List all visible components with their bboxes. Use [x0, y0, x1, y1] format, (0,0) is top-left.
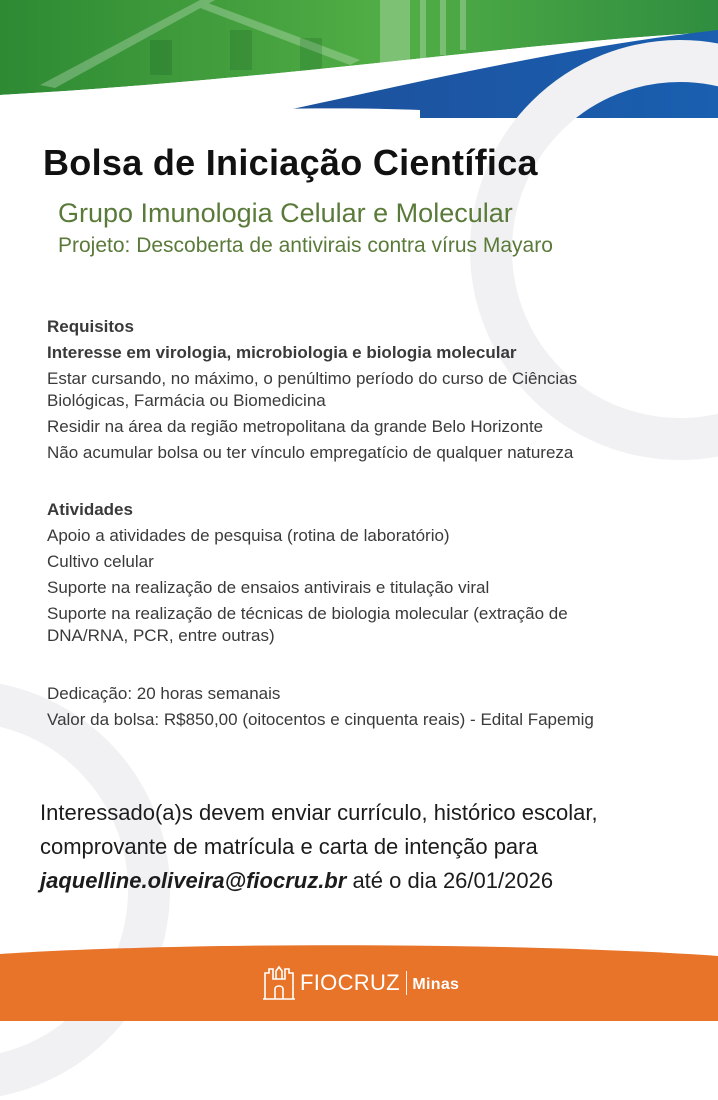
atividade-item: Suporte na realização de técnicas de biologia molecular (extração de DNA/RNA, PCR, entre outras)	[47, 604, 568, 645]
atividades-section	[47, 499, 687, 651]
requisitos-section	[47, 316, 687, 468]
atividade-item: Suporte na realização de ensaios antivirais e titulação viral	[47, 578, 490, 597]
atividades-heading: Atividades	[47, 500, 133, 519]
contact-deadline: até o dia 26/01/2026	[352, 868, 554, 893]
page-title: Bolsa de Iniciação Científica	[43, 142, 538, 183]
valor-bolsa-text: Valor da bolsa: R$850,00 (oitocentos e cinquenta reais) - Edital Fapemig	[47, 710, 594, 729]
dedicacao-section	[47, 683, 687, 735]
fiocruz-minas-logo	[262, 962, 459, 1004]
logo-brand: FIOCRUZ	[300, 970, 400, 995]
contact-paragraph	[40, 796, 700, 898]
requisitos-heading: Requisitos	[47, 317, 134, 336]
atividade-item: Cultivo celular	[47, 552, 154, 571]
header-banner	[0, 0, 718, 118]
requisito-item: Não acumular bolsa ou ter vínculo empregatício de qualquer natureza	[47, 443, 574, 462]
requisito-item: Residir na área da região metropolitana da grande Belo Horizonte	[47, 417, 544, 436]
logo-separator	[406, 971, 408, 995]
requisito-item: Interesse em virologia, microbiologia e biologia molecular	[47, 343, 517, 362]
dedicacao-text: Dedicação: 20 horas semanais	[47, 684, 281, 703]
logo-unit: Minas	[412, 976, 460, 993]
contact-email-link[interactable]: jaquelline.oliveira@fiocruz.br	[40, 868, 347, 893]
project-title: Projeto: Descoberta de antivirais contra vírus Mayaro	[58, 234, 553, 257]
contact-text: Interessado(a)s devem enviar currículo, histórico escolar, comprovante de matrícula e carta de intenção para	[40, 800, 598, 859]
requisito-item: Estar cursando, no máximo, o penúltimo período do curso de Ciências Biológicas, Farmácia ou Biomedicina	[47, 369, 578, 410]
atividade-item: Apoio a atividades de pesquisa (rotina de laboratório)	[47, 526, 450, 545]
castle-icon	[262, 965, 296, 1001]
group-subtitle: Grupo Imunologia Celular e Molecular	[58, 198, 513, 228]
